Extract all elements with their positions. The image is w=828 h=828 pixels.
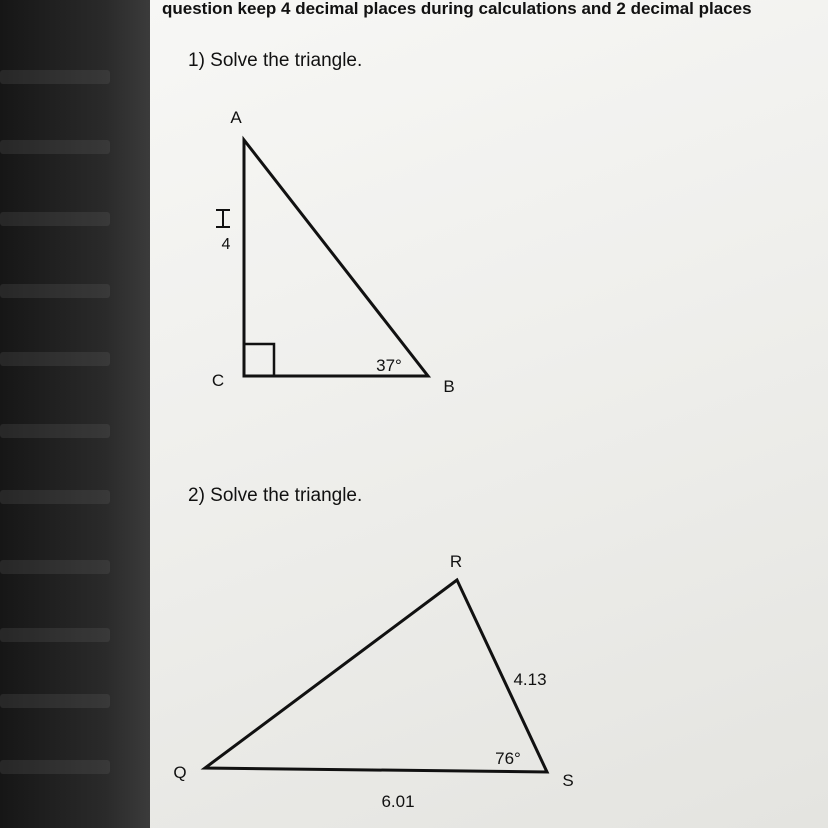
right-angle-marker (244, 344, 274, 376)
vertex-q-label: Q (173, 763, 187, 782)
triangle-qrs-outline (205, 580, 547, 772)
side-ac-length: 4 (221, 236, 231, 253)
side-rs-length: 4.13 (513, 670, 547, 689)
triangle-qrs (173, 552, 573, 811)
vertex-c-label: C (211, 371, 225, 390)
question-1-label: 1) Solve the triangle. (188, 50, 363, 71)
instruction-line: question keep 4 decimal places during calculations and 2 decimal places (162, 0, 752, 18)
question-2-label: 2) Solve the triangle. (188, 485, 363, 506)
angle-s-label: 76° (495, 749, 521, 768)
vertex-b-label: B (443, 377, 455, 396)
vertex-s-label: S (562, 771, 574, 790)
vertex-r-label: R (449, 552, 463, 571)
triangle-abc-outline (244, 140, 428, 376)
side-qs-length: 6.01 (381, 792, 415, 811)
side-ac-tick-mark (216, 210, 230, 227)
angle-b-label: 37° (376, 356, 402, 375)
vertex-a-label: A (230, 108, 242, 127)
triangle-abc (212, 108, 455, 396)
